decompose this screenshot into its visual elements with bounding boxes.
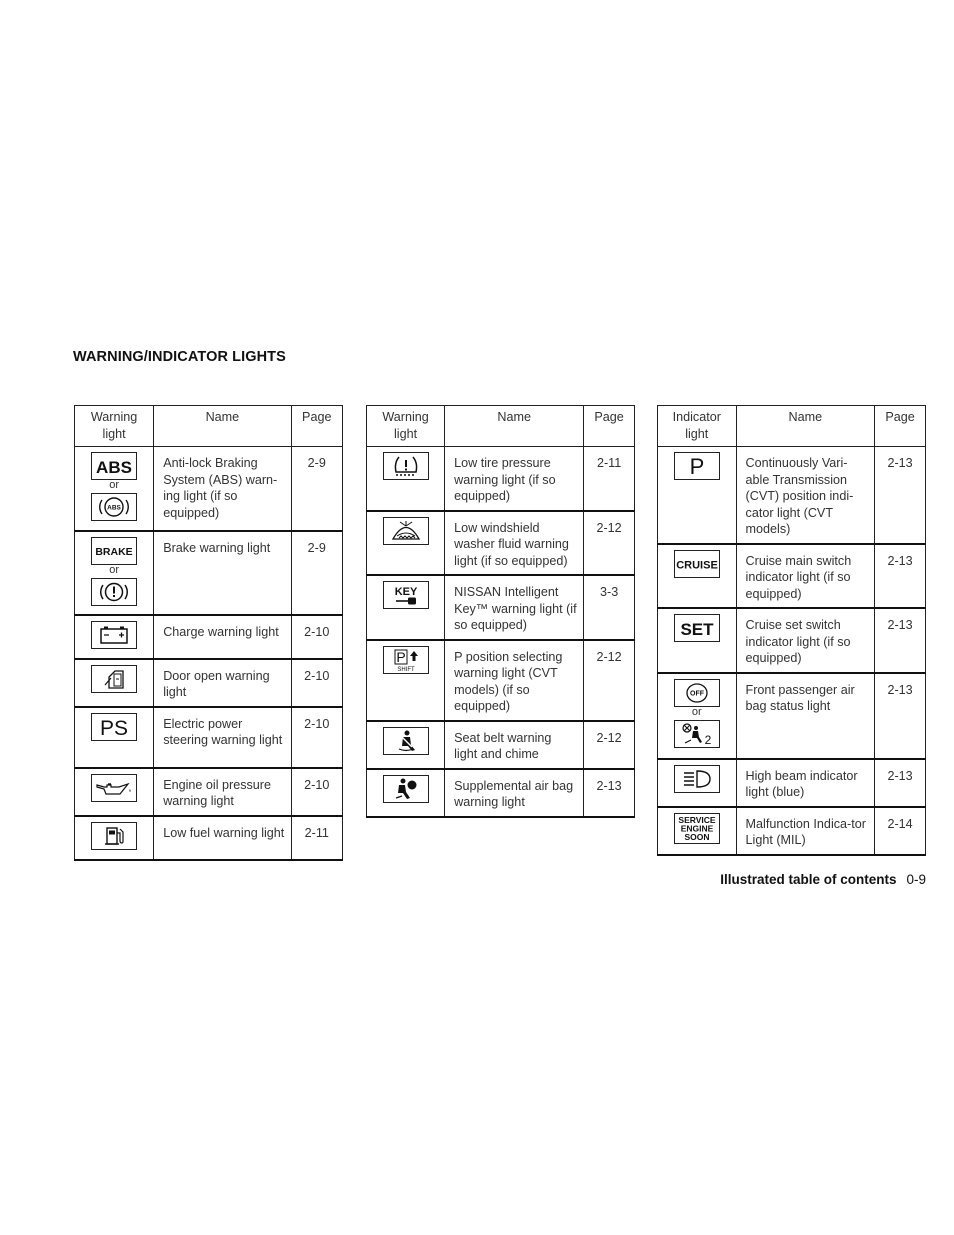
svg-text:SET: SET [680,620,714,639]
light-name: Cruise set switch indicator light (if so equipped) [736,608,875,673]
passenger-airbag-icon [674,720,720,748]
header-name: Name [154,406,291,447]
key-icon [383,581,429,609]
abs-text-icon [91,452,137,480]
light-name: Supplemental air bag warning light [445,769,584,817]
light-name: Low tire pressure warning light (if so equipped) [445,447,584,511]
table-row [658,673,926,759]
cruise-icon [674,550,720,578]
svg-text:ENGINE: ENGINE [680,823,714,833]
page-ref: 2-10 [291,768,342,816]
svg-text:P: P [395,648,406,665]
table-row [658,447,926,544]
door-open-icon [91,665,137,693]
table-row [658,759,926,807]
light-name: Engine oil pressure warning light [154,768,291,816]
header-warning-light [367,406,445,447]
table-row [367,721,635,769]
page-ref: 2-13 [875,673,926,759]
light-name: Charge warning light [154,615,291,659]
light-name: P position selecting warning light (CVT models) (if so equipped) [445,640,584,721]
battery-icon [91,621,137,649]
table-row [75,659,343,707]
table-row [658,544,926,609]
svg-text:KEY: KEY [394,586,417,598]
light-name: Anti-lock Braking System (ABS) warn-ing light (if so equipped) [154,447,291,531]
header-page: Page [584,406,635,447]
svg-text:P: P [689,454,705,479]
brake-circle-icon [91,578,137,606]
tire-pressure-icon [383,452,429,480]
high-beam-icon [674,765,720,793]
table-row [367,640,635,721]
page-ref: 3-3 [584,575,635,640]
table-row [658,807,926,855]
table-row [75,531,343,615]
table-row [75,768,343,816]
page-ref: 2-13 [584,769,635,817]
page-ref: 2-10 [291,659,342,707]
table-row [75,707,343,768]
or-label: or [109,563,119,576]
light-name: Brake warning light [154,531,291,615]
light-name: Low fuel warning light [154,816,291,860]
svg-text:ABS: ABS [96,458,133,477]
header-name: Name [445,406,584,447]
page-ref: 2-9 [291,531,342,615]
light-name: Continuously Vari-able Transmission (CVT) position indi-cator light (CVT models) [736,447,875,544]
section-title: WARNING/INDICATOR LIGHTS [73,349,286,365]
light-name: High beam indicator light (blue) [736,759,875,807]
table-row [658,608,926,673]
page-ref: 2-13 [875,447,926,544]
svg-text:SHIFT: SHIFT [396,666,415,673]
page-ref: 2-10 [291,707,342,768]
warning-lights-table-2 [366,405,635,818]
svg-text:SERVICE: SERVICE [678,814,716,825]
page-ref: 2-11 [584,447,635,511]
brake-text-icon [91,537,137,565]
warning-lights-table-1 [74,405,343,861]
page-ref: 2-9 [291,447,342,531]
page-ref: 2-12 [584,640,635,721]
light-name: Front passenger air bag status light [736,673,875,759]
light-name: Low windshield washer fluid warning light (if so equipped) [445,511,584,576]
table-row [75,816,343,860]
header-page: Page [875,406,926,447]
svg-text:OFF: OFF [689,690,704,697]
table-row [75,615,343,659]
airbag-off-icon [674,679,720,707]
indicator-lights-table [657,405,926,856]
header-warning-light-label: Warning light [90,410,138,441]
header-indicator-light [658,406,737,447]
abs-circle-icon [91,493,137,521]
svg-text:CRUISE: CRUISE [675,559,718,571]
table-row [367,769,635,817]
svg-text:ABS: ABS [107,504,121,512]
table-row [367,447,635,511]
page-ref: 2-13 [875,544,926,609]
page-ref: 2-13 [875,759,926,807]
table-row [367,575,635,640]
footer-title: Illustrated table of contents [720,872,897,887]
page-ref: 2-14 [875,807,926,855]
page-ref: 2-13 [875,608,926,673]
svg-text:BRAKE: BRAKE [95,545,133,558]
seat-belt-icon [383,727,429,755]
or-label: or [109,479,119,491]
set-icon [674,614,720,642]
light-name: Seat belt warning light and chime [445,721,584,769]
cvt-p-icon [674,452,720,480]
header-name: Name [736,406,875,447]
table-row [367,511,635,576]
page-ref: 2-11 [291,816,342,860]
p-shift-icon [383,646,429,674]
fuel-pump-icon [91,822,137,850]
airbag-icon [383,775,429,803]
washer-fluid-icon [383,517,429,545]
ps-icon [91,713,137,741]
page-ref: 2-12 [584,721,635,769]
page-ref: 2-10 [291,615,342,659]
header-warning-light-label: Warning light [382,410,429,441]
page-ref: 2-12 [584,511,635,576]
footer-page-number: 0-9 [906,872,926,887]
light-name: Cruise main switch indicator light (if so equipped) [736,544,875,609]
svg-text:2: 2 [704,732,712,747]
or-label: or [691,705,702,718]
header-indicator-light-label: Indicator light [672,410,721,441]
svg-text:SOON: SOON [684,831,710,842]
light-name: NISSAN Intelligent Key™ warning light (if so equipped) [445,575,584,640]
light-name: Electric power steering warning light [154,707,291,768]
table-row [75,447,343,531]
svg-text:PS: PS [100,716,129,740]
page-footer [720,872,926,887]
header-page: Page [291,406,342,447]
light-name: Malfunction Indica-tor Light (MIL) [736,807,875,855]
service-engine-soon-icon [674,813,720,844]
light-name: Door open warning light [154,659,291,707]
header-warning-light [75,406,154,447]
oil-can-icon [91,774,137,802]
